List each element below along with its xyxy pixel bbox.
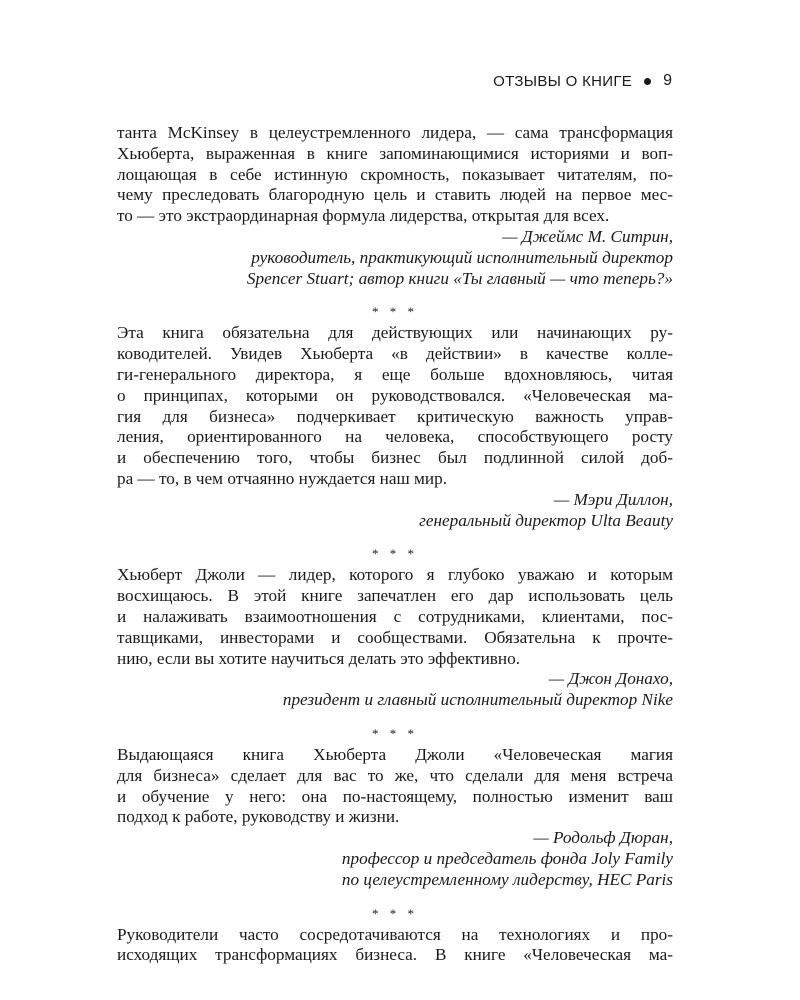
- running-title: ОТЗЫВЫ О КНИГЕ: [493, 72, 633, 90]
- quote-paragraph: [117, 565, 673, 669]
- page-number: 9: [663, 72, 672, 89]
- text-line: ра — то, в чем отчаянно нуждается наш мир.: [117, 468, 447, 488]
- text-line: о принципах, которыми он руководствовался. «Человеческая ма-: [117, 385, 673, 405]
- text-line: тавщиками, инвесторами и сообществами. Обязательна к прочте-: [117, 627, 673, 647]
- attribution-role: по целеустремленному лидерству, HEC Paris: [341, 869, 673, 889]
- attribution-author: — Джеймс М. Ситрин,: [502, 226, 673, 246]
- text-line: Эта книга обязательна для действующих или начинающих ру-: [117, 323, 673, 343]
- text-line: и обеспечению того, чтобы бизнес был подлинной силой доб-: [117, 448, 673, 468]
- attribution-role: руководитель, практикующий исполнительный директор: [251, 247, 673, 267]
- section-separator: * * *: [372, 905, 418, 921]
- section-separator: * * *: [372, 725, 418, 741]
- attribution-role: президент и главный исполнительный директор Nike: [282, 690, 673, 710]
- text-line: Хьюберт Джоли — лидер, которого я глубоко уважаю и которым: [117, 565, 673, 585]
- text-line: и обучение у него: она по-настоящему, полностью изменит ваш: [117, 786, 673, 806]
- text-line: танта McKinsey в целеустремленного лидера, — сама трансформация: [117, 123, 673, 142]
- text-line: ги-генерального директора, я еще больше вдохновляюсь, читая: [117, 364, 673, 384]
- page-body: [117, 123, 673, 966]
- attribution-author: — Мэри Диллон,: [553, 489, 673, 509]
- attribution-role: генеральный директор Ulta Beauty: [419, 510, 673, 530]
- text-line: подход к работе, руководству и жизни.: [117, 807, 400, 827]
- attribution-author: — Родольф Дюран,: [533, 828, 673, 848]
- bullet-dot: [644, 78, 651, 85]
- text-line: исходящих трансформациях бизнеса. В книге «Человеческая ма-: [117, 945, 673, 965]
- attribution-role: Spencer Stuart; автор книги «Ты главный — что теперь?»: [246, 268, 673, 288]
- text-line: и налаживать взаимоотношения с сотрудниками, клиентами, пос-: [117, 606, 673, 626]
- text-line: для бизнеса» сделает для вас то же, что сделали для меня встреча: [117, 765, 673, 785]
- section-separator: * * *: [372, 304, 418, 320]
- text-line: нию, если вы хотите научиться делать это эффективно.: [117, 648, 521, 668]
- attribution-role: профессор и председатель фонда Joly Family: [341, 848, 673, 868]
- text-line: Руководители часто сосредотачиваются на технологиях и про-: [117, 924, 673, 944]
- text-line: ководителей. Увидев Хьюберта «в действии» в качестве колле-: [117, 344, 673, 364]
- text-line: восхищаюсь. В этой книге запечатлен его дар использовать цель: [117, 586, 673, 606]
- text-line: чему преследовать благородную цель и ставить людей на первое мес-: [117, 185, 673, 205]
- attribution: [117, 669, 673, 711]
- attribution: [117, 490, 673, 532]
- quote-paragraph: [117, 925, 673, 967]
- text-line: Выдающаяся книга Хьюберта Джоли «Человеческая магия: [117, 744, 673, 764]
- text-line: то — это экстраординарная формула лидерства, открытая для всех.: [117, 206, 610, 226]
- text-line: лощающая в себе истинную скромность, показывает читателям, по-: [117, 164, 673, 184]
- attribution: [117, 227, 673, 289]
- attribution: [117, 828, 673, 890]
- running-head: [493, 72, 672, 90]
- section-separator: * * *: [372, 546, 418, 562]
- quote-paragraph: [117, 323, 673, 489]
- text-line: гия для бизнеса» подчеркивает критическую важность управ-: [117, 406, 673, 426]
- quote-paragraph: [117, 123, 673, 227]
- text-line: ления, ориентированного на человека, способствующего росту: [117, 427, 673, 447]
- text-line: Хьюберта, выраженная в книге запоминающимися историями и воп-: [117, 143, 673, 163]
- quote-paragraph: [117, 745, 673, 828]
- attribution-author: — Джон Донахо,: [548, 669, 673, 689]
